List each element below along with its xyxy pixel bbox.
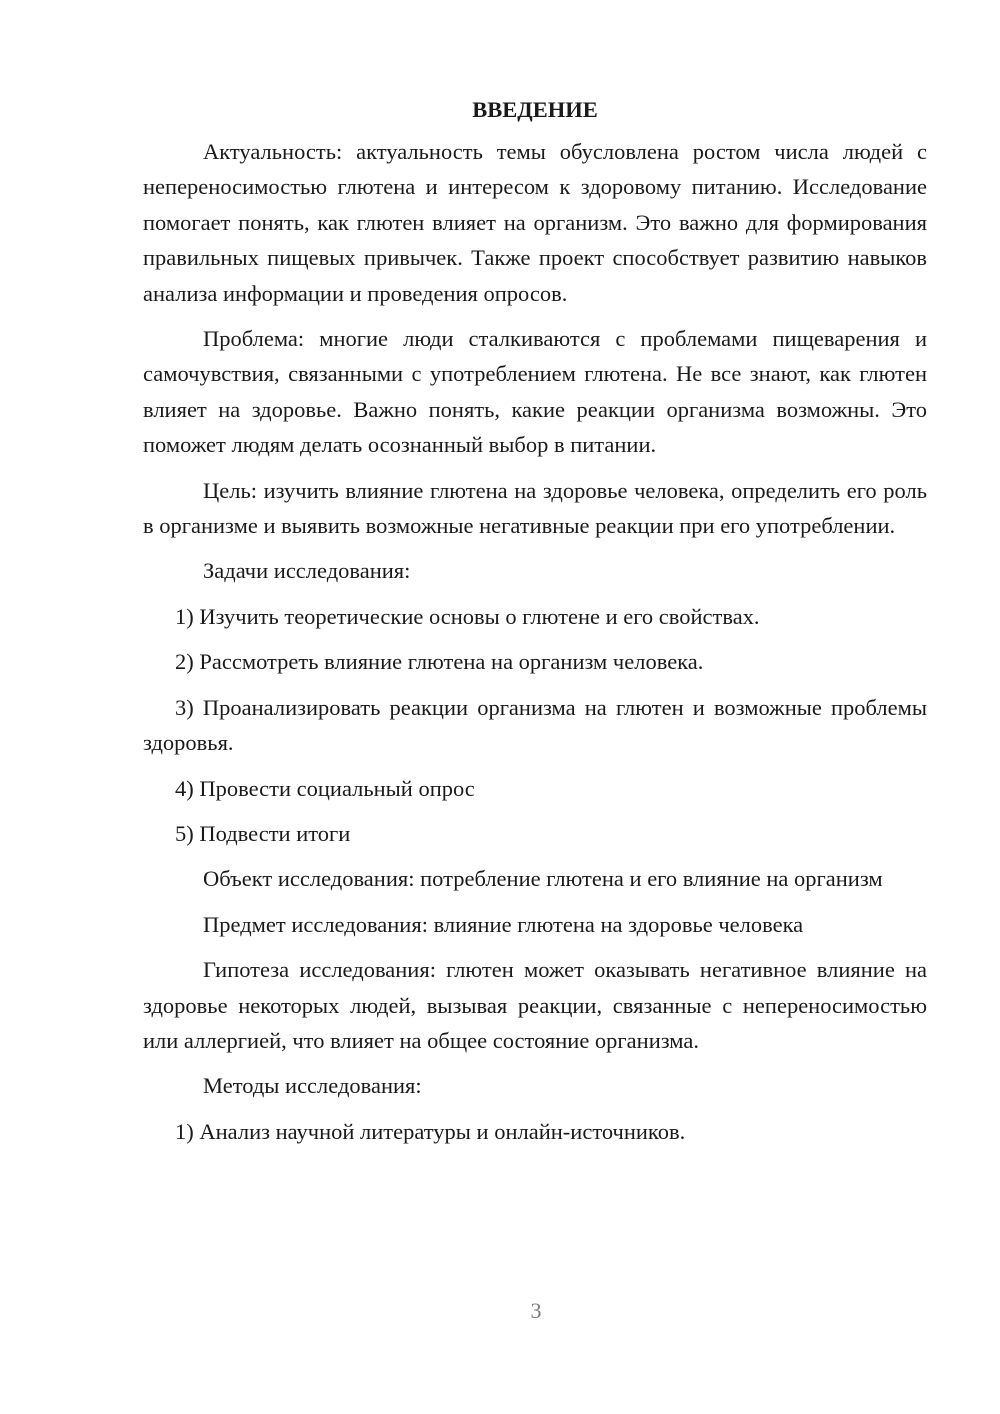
task-item: 3) Проанализировать реакции организма на глютен и возможные проблемы здоровья. xyxy=(143,694,927,756)
task-item: 5) Подвести итоги xyxy=(175,820,351,846)
hypothesis-paragraph: Гипотеза исследования: глютен может оказывать негативное влияние на здоровье некоторых людей, вызывая реакции, связанные с непереносимостью или аллергией, что влияет на общее состояние организма. xyxy=(143,957,927,1053)
goal-paragraph: Цель: изучить влияние глютена на здоровье человека, определить его роль в организме и выявить возможные негативные реакции при его употреблении. xyxy=(143,477,927,539)
methods-title: Методы исследования: xyxy=(203,1073,422,1099)
problem-paragraph: Проблема: многие люди сталкиваются с проблемами пищеварения и самочувствия, связанными с употреблением глютена. Не все знают, как глютен влияет на здоровье. Важно понять, какие реакции организма возможны. Это поможет людям делать осознанный выбор в питании. xyxy=(143,326,927,458)
tasks-title: Задачи исследования: xyxy=(203,558,411,584)
task-item: 4) Провести социальный опрос xyxy=(175,775,475,801)
page-number: 3 xyxy=(530,1298,542,1323)
task-item: 1) Изучить теоретические основы о глютене и его свойствах. xyxy=(175,603,760,629)
section-heading: ВВЕДЕНИЕ xyxy=(472,97,598,122)
task-item: 2) Рассмотреть влияние глютена на организм человека. xyxy=(175,649,704,675)
object-paragraph: Объект исследования: потребление глютена и его влияние на организм xyxy=(203,866,883,892)
method-item: 1) Анализ научной литературы и онлайн-источников. xyxy=(175,1118,686,1144)
page-content xyxy=(143,96,927,1159)
relevance-paragraph: Актуальность: актуальность темы обусловлена ростом числа людей с непереносимостью глютена и интересом к здоровому питанию. Исследование помогает понять, как глютен влияет на организм. Это важно для формирования правильных пищевых привычек. Также проект способствует развитию навыков анализа информации и проведения опросов. xyxy=(143,139,927,306)
subject-paragraph: Предмет исследования: влияние глютена на здоровье человека xyxy=(203,911,804,937)
